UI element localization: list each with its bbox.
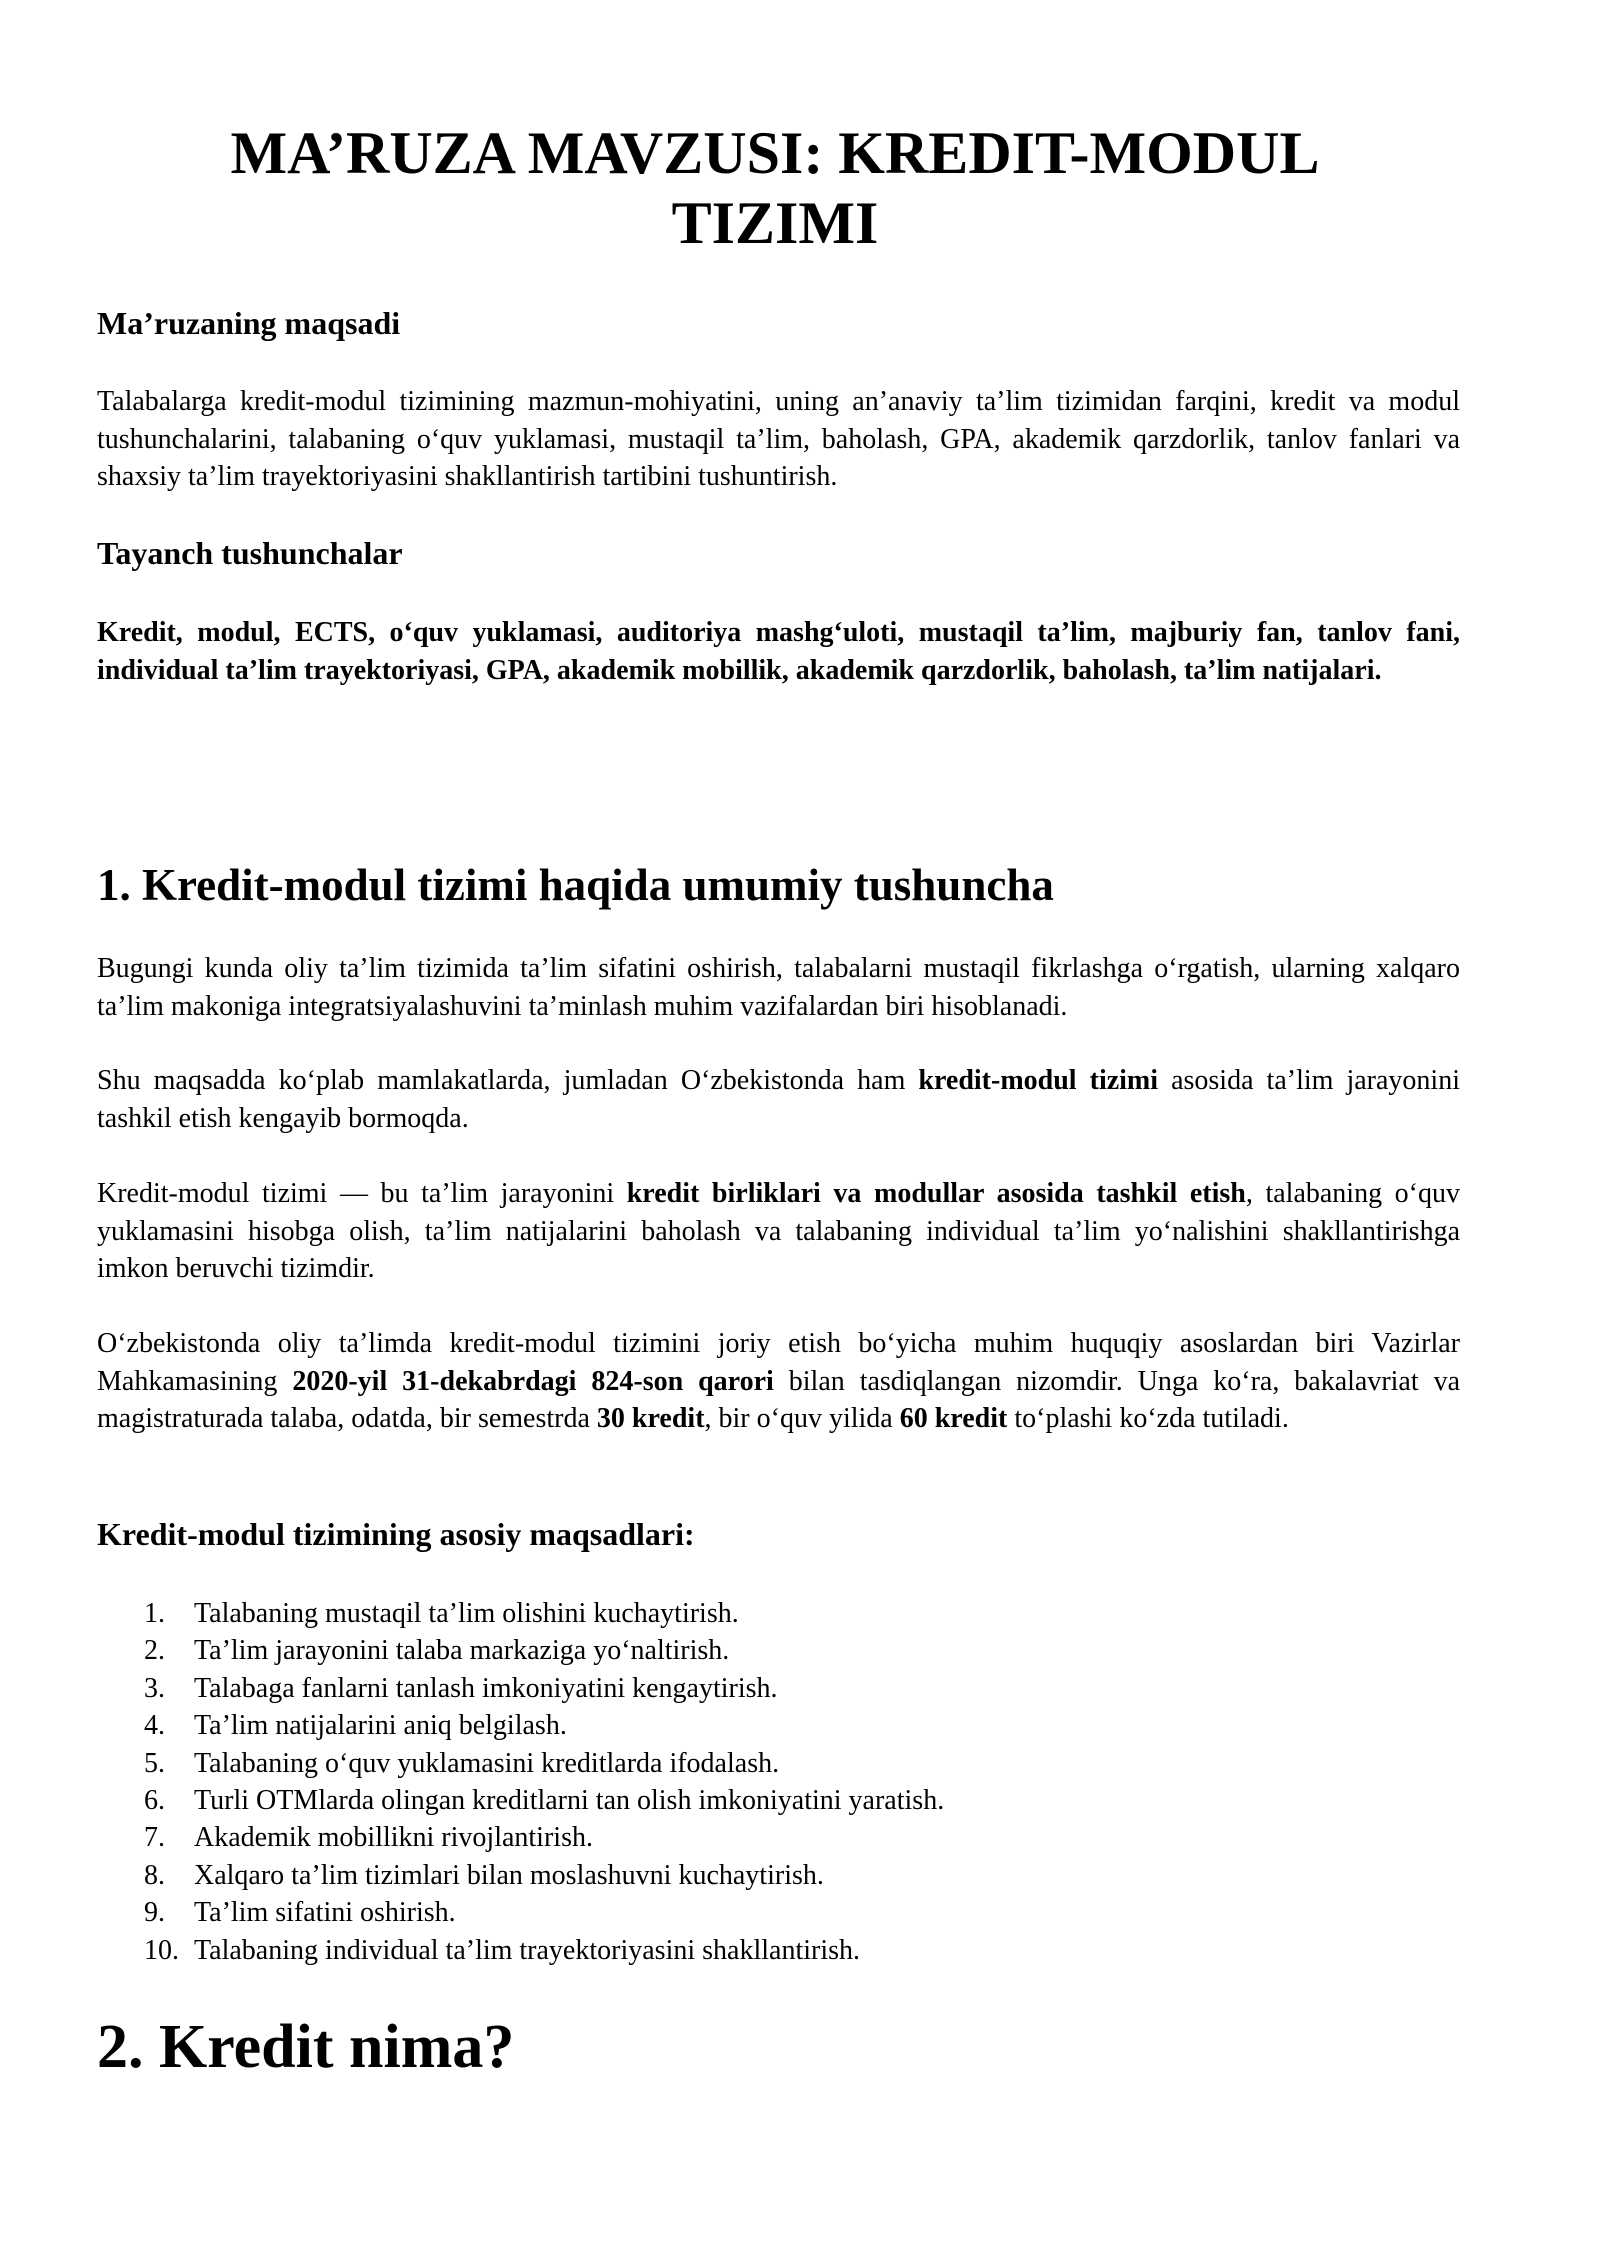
emphasis-kredit-modul: kredit-modul tizimi <box>918 1065 1159 1096</box>
section-1-paragraph-1: Bugungi kunda oliy ta’lim tizimida ta’lim sifatini oshirish, talabalarni mustaqil fikrlashga o‘rgatish, ularning xalqaro ta’lim makoniga integratsiyalashuvini ta’minlash muhim vazifalardan biri hisoblanadi. <box>97 953 1460 1022</box>
title-line-1: MA’RUZA MAVZUSI: KREDIT-MODUL <box>230 120 1320 186</box>
list-item: 9. Ta’lim sifatini oshirish. <box>144 1897 456 1929</box>
emphasis-qaror: 2020-yil 31-dekabrdagi 824-son qarori <box>292 1365 774 1397</box>
goals-list <box>97 1595 944 1969</box>
goal-heading: Ma’ruzaning maqsadi <box>97 305 401 341</box>
list-item: 3. Talabaga fanlarni tanlash imkoniyatini kengaytirish. <box>144 1672 778 1704</box>
key-terms-text: Kredit, modul, ECTS, o‘quv yuklamasi, auditoriya mashg‘uloti, mustaqil ta’lim, majburiy fan, tanlov fani, individual ta’lim trayektoriyasi, GPA, akademik mobillik, akademik qarzdorlik, baholash, ta’lim natijalari. <box>97 617 1460 686</box>
section-2-heading: 2. Kredit nima? <box>97 2013 515 2081</box>
list-item: 4. Ta’lim natijalarini aniq belgilash. <box>144 1710 567 1742</box>
emphasis-kredit-birliklari: kredit birliklari va modullar asosida tashkil etish <box>626 1178 1246 1209</box>
title-line-2: TIZIMI <box>671 190 879 256</box>
key-terms-heading: Tayanch tushunchalar <box>97 535 403 571</box>
section-1-heading: 1. Kredit-modul tizimi haqida umumiy tushuncha <box>97 860 1054 910</box>
document-title <box>60 118 1490 258</box>
goal-text: Talabalarga kredit-modul tizimining mazmun-mohiyatini, uning an’anaviy ta’lim tizimidan farqini, kredit va modul tushunchalarini, talabaning o‘quv yuklamasi, mustaqil ta’lim, baholash, GPA, akademik qarzdorlik, tanlov fanlari va shaxsiy ta’lim trayektoriyasini shakllantirish tartibini tushuntirish. <box>97 386 1460 492</box>
list-item: 8. Xalqaro ta’lim tizimlari bilan moslashuvni kuchaytirish. <box>144 1859 824 1891</box>
list-item: 7. Akademik mobillikni rivojlantirish. <box>144 1822 593 1854</box>
list-item: 6. Turli OTMlarda olingan kreditlarni tan olish imkoniyatini yaratish. <box>144 1785 945 1817</box>
section-1-paragraph-4: O‘zbekistonda oliy ta’limda kredit-modul tizimini joriy etish bo‘yicha muhim huquqiy asoslardan biri Vazirlar Mahkamasining 2020-yil 31-dekabrdagi 824-son qarori bilan tasdiqlangan nizomdir. Unga ko‘ra, bakalavriat va magistraturada talaba, odatda, bir semestrda 30 kredit, bir o‘quv yilida 60 kredit to‘plashi ko‘zda tutiladi. <box>97 1328 1461 1434</box>
section-1-paragraph-2: Shu maqsadda ko‘plab mamlakatlarda, jumladan O‘zbekistonda ham kredit-modul tizimi asosida ta’lim jarayonini tashkil etish kengayib bormoqda. <box>97 1065 1460 1134</box>
list-item: 5. Talabaning o‘quv yuklamasini kreditlarda ifodalash. <box>144 1747 780 1779</box>
emphasis-30-kredit: 30 kredit <box>596 1403 705 1434</box>
section-1-paragraph-3: Kredit-modul tizimi — bu ta’lim jarayonini kredit birliklari va modullar asosida tashkil etish, talabaning o‘quv yuklamasini hisobga olish, ta’lim natijalarini baholash va talabaning individual ta’lim yo‘nalishini shakllantirishga imkon beruvchi tizimdir. <box>97 1178 1461 1284</box>
list-item: 1. Talabaning mustaqil ta’lim olishini kuchaytirish. <box>144 1598 739 1629</box>
goals-heading: Kredit-modul tizimining asosiy maqsadlari: <box>97 1516 695 1552</box>
list-item: 2. Ta’lim jarayonini talaba markaziga yo‘naltirish. <box>144 1635 730 1667</box>
list-item: 10. Talabaning individual ta’lim trayektoriyasini shakllantirish. <box>144 1934 860 1966</box>
emphasis-60-kredit: 60 kredit <box>899 1403 1008 1434</box>
